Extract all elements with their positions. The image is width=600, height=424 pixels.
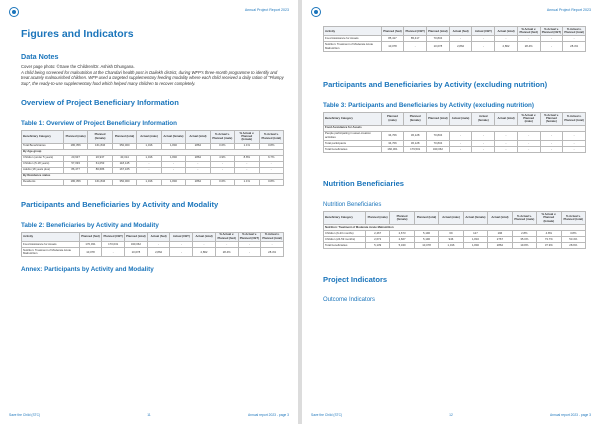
table-cell: - xyxy=(540,36,563,42)
table-cell: 1,846 xyxy=(161,155,185,161)
nutrition-subheading: Nutrition Beneficiaries xyxy=(323,202,382,209)
table-cell: 1.1% xyxy=(235,179,259,185)
column-header: Planned (total) xyxy=(112,130,136,143)
table-cell: 1,016 xyxy=(137,179,161,185)
table-cell: - xyxy=(563,147,586,153)
column-header: % Actual v. Planned (fwd) xyxy=(517,27,540,36)
table-cell: 2,862 xyxy=(193,248,216,257)
row-label: Food Assistance for Assets xyxy=(324,36,382,42)
cover-caption: Cover page photo: ©Save the Children/Dr. Ashish Dhungana. xyxy=(21,64,135,69)
table-row xyxy=(324,242,586,248)
column-header: % Actual v. Planned (CBT) xyxy=(239,232,260,240)
right-page xyxy=(302,0,600,424)
table-cell: 28.4% xyxy=(215,248,238,257)
column-header: Actual (female) xyxy=(161,130,185,143)
table-cell: 2,673 xyxy=(390,230,414,236)
table-cell: - xyxy=(449,147,472,153)
right-content xyxy=(323,26,586,303)
table-cell: - xyxy=(472,36,495,42)
row-label: Total beneficiaries xyxy=(324,242,366,248)
table-cell: - xyxy=(193,242,216,248)
table-cell: 20,937 xyxy=(63,155,87,161)
table-cell: 2,672 xyxy=(365,236,389,242)
table-cell: - xyxy=(472,131,495,140)
column-header: % Actual v. Planned (female) xyxy=(540,112,563,125)
table-cell: - xyxy=(235,161,259,167)
column-header: Actual (female) xyxy=(463,212,487,225)
column-header: Actual (male) xyxy=(449,112,472,125)
table-cell: 34,706 xyxy=(381,131,404,140)
header-title: Annual Project Report 2023 xyxy=(546,8,591,12)
table-cell: - xyxy=(186,161,210,167)
page-header xyxy=(311,7,591,19)
table-cell: 340,062 xyxy=(125,242,148,248)
un-emblem-icon xyxy=(311,7,321,17)
table-cell: - xyxy=(540,131,563,140)
table-cell: - xyxy=(517,147,540,153)
table-cell: - xyxy=(563,131,586,140)
table1 xyxy=(21,130,284,186)
data-notes-heading: Data Notes xyxy=(21,52,59,61)
table-cell: 161,846 xyxy=(88,143,112,149)
table-cell: - xyxy=(472,42,495,51)
row-label: Total participants xyxy=(324,141,382,147)
column-header: Activity xyxy=(324,27,382,36)
row-label: Adults (18 years plus) xyxy=(22,167,64,173)
column-header: % Actual v. Planned (fwd) xyxy=(215,232,238,241)
table-cell: 179,501 xyxy=(404,147,427,153)
table-cell: 118,145 xyxy=(112,161,136,167)
table-cell: 6.7% xyxy=(259,155,283,161)
row-label: Residents xyxy=(22,179,64,185)
table-cell: - xyxy=(517,36,540,42)
column-header: % Actual v. Planned (total) xyxy=(259,130,283,143)
table4 xyxy=(323,211,586,249)
participants-heading: Participants and Beneficiaries by Activity and Modality xyxy=(21,199,219,209)
table-cell: - xyxy=(449,131,472,140)
table-cell: - xyxy=(161,161,185,167)
footer-left: Save the Child (STC) xyxy=(311,413,343,417)
table-cell: - xyxy=(186,167,210,173)
table-cell: - xyxy=(517,131,540,140)
table-row xyxy=(324,42,586,51)
table-cell: 10,078 xyxy=(79,248,102,257)
table-cell: 350,000 xyxy=(112,179,136,185)
table-cell: - xyxy=(449,141,472,147)
table2-title: Table 2: Beneficiaries by Activity and Modality xyxy=(21,221,159,229)
column-header: Activity xyxy=(22,232,80,241)
table3 xyxy=(323,112,586,153)
table-cell: 10,078 xyxy=(125,248,148,257)
table-cell: 37.9% xyxy=(537,242,561,248)
table-cell: - xyxy=(161,167,185,173)
column-header: Actual (total) xyxy=(488,212,512,225)
column-header: Actual (male) xyxy=(439,212,463,225)
table-cell: 20,937 xyxy=(88,155,112,161)
column-header: Planned (male) xyxy=(365,212,389,225)
table-cell: 36,128 xyxy=(404,141,427,147)
table-row xyxy=(324,131,586,140)
table-cell: 170,031 xyxy=(79,242,102,248)
un-emblem-icon xyxy=(9,7,19,17)
table-cell: 160,301 xyxy=(381,147,404,153)
table-cell: 1.1% xyxy=(235,143,259,149)
table-cell: 35.0% xyxy=(512,236,536,242)
left-content xyxy=(21,22,284,273)
row-label: Total Beneficiaries xyxy=(22,143,64,149)
column-header: Planned (total) xyxy=(427,27,450,36)
column-header: Beneficiary Category xyxy=(22,130,64,143)
table-cell: 53.4% xyxy=(561,236,585,242)
table-cell: 2.8% xyxy=(512,230,536,236)
table-cell: - xyxy=(517,141,540,147)
column-header: Planned (CBT) xyxy=(404,27,427,36)
column-header: Planned (male) xyxy=(381,112,404,125)
column-header: Planned (total) xyxy=(427,112,450,125)
table-cell: 34,706 xyxy=(381,141,404,147)
column-header: Actual (fwd) xyxy=(147,232,170,241)
table-cell: 85,417 xyxy=(404,36,427,42)
table-cell: 0.8% xyxy=(259,143,283,149)
table-cell: - xyxy=(540,42,563,51)
section-label: By Residence status xyxy=(22,173,284,179)
table-cell: - xyxy=(235,167,259,173)
table-cell: 4.9% xyxy=(210,155,234,161)
table-cell: - xyxy=(563,36,586,42)
column-header: % Actual v. Planned (total) xyxy=(564,26,584,35)
column-header: Planned (female) xyxy=(88,130,112,143)
left-page xyxy=(0,0,298,424)
table-cell: 167,165 xyxy=(112,167,136,173)
column-header: Beneficiary Category xyxy=(324,112,382,125)
column-header: % Actual v. Planned (total) xyxy=(561,212,585,225)
table-cell: - xyxy=(102,248,125,257)
page-title: Figures and Indicators xyxy=(21,28,134,40)
table-cell: 2862 xyxy=(186,143,210,149)
table-cell: 4.8% xyxy=(537,230,561,236)
table-cell: 1,846 xyxy=(463,242,487,248)
table-cell: 40,314 xyxy=(112,155,136,161)
table-cell: - xyxy=(170,242,193,248)
page-footer xyxy=(311,413,591,419)
table-cell: 2,467 xyxy=(365,230,389,236)
table-cell: - xyxy=(261,242,284,248)
table-cell: 2,862 xyxy=(147,248,170,257)
overview-heading: Overview of Project Beneficiary Information xyxy=(21,97,179,107)
footer-right: Annual report 2023 - page 3 xyxy=(549,413,591,417)
table-cell: 2862 xyxy=(488,242,512,248)
column-header: Actual (total) xyxy=(193,232,216,241)
table-cell: 2,862 xyxy=(449,42,472,51)
table-cell: 86,477 xyxy=(63,167,87,173)
table-cell: 2767 xyxy=(488,236,512,242)
annex-table xyxy=(323,26,586,52)
table-cell: 73.7% xyxy=(537,236,561,242)
table-cell: - xyxy=(495,131,518,140)
annex-heading: Annex: Participants by Activity and Modality xyxy=(21,266,154,274)
table-cell: - xyxy=(563,141,586,147)
column-header: Actual (male) xyxy=(137,130,161,143)
table-cell: 1,816 xyxy=(463,236,487,242)
table-cell: 10,078 xyxy=(381,42,404,51)
table-cell: 5,340 xyxy=(390,242,414,248)
table-cell: 1,016 xyxy=(137,155,161,161)
table-header-row xyxy=(324,27,586,36)
column-header: Actual (total) xyxy=(495,27,518,36)
table-header-row xyxy=(324,212,586,225)
table-cell: 0.6% xyxy=(210,179,234,185)
table-cell: 10,078 xyxy=(414,242,438,248)
column-header: Actual (CBT) xyxy=(170,232,193,241)
table-cell: - xyxy=(540,141,563,147)
table-cell: 8.8% xyxy=(235,155,259,161)
row-label: Children (5-18 years) xyxy=(22,161,64,167)
column-header: % Actual v. Planned (male) xyxy=(512,212,536,225)
table-header-row xyxy=(324,112,586,125)
table-cell: 3.8% xyxy=(561,230,585,236)
table-cell: - xyxy=(495,36,518,42)
table-cell: 180,356 xyxy=(63,143,87,149)
column-header: Planned (male) xyxy=(63,130,87,143)
table-cell: - xyxy=(238,242,261,248)
column-header: Actual (total) xyxy=(495,112,518,125)
table-cell: 85,417 xyxy=(381,36,404,42)
table-cell: - xyxy=(472,147,495,153)
table-cell: 36,128 xyxy=(404,131,427,140)
table-cell: 170,031 xyxy=(102,242,125,248)
row-label: People participating in asset-creation activities xyxy=(324,131,382,140)
table-cell: - xyxy=(215,242,238,248)
table-row xyxy=(22,179,284,185)
nutrition-heading: Nutrition Beneficiaries xyxy=(323,179,405,189)
table-cell: - xyxy=(137,161,161,167)
column-header: Planned (fwd) xyxy=(79,232,102,241)
table-cell: 350,000 xyxy=(112,143,136,149)
table-cell: 0.6% xyxy=(210,143,234,149)
row-label: Total beneficiaries xyxy=(324,147,382,153)
row-label: Children (6-23 months) xyxy=(324,230,366,236)
column-header: Actual (CBT) xyxy=(472,27,495,36)
footer-page-number: 11 xyxy=(147,413,151,417)
table-cell: 57,093 xyxy=(63,161,87,167)
column-header: % Actual v. Planned (male) xyxy=(210,130,234,143)
table-cell: 70,834 xyxy=(427,141,450,147)
table-cell: - xyxy=(404,42,427,51)
footer-left: Save the Child (STC) xyxy=(9,413,41,417)
table-cell: 127 xyxy=(463,230,487,236)
table-cell: 0.8% xyxy=(259,179,283,185)
table-cell: 5,139 xyxy=(365,242,389,248)
column-header: Actual (fwd) xyxy=(449,27,472,36)
table-cell: 86,686 xyxy=(88,167,112,173)
row-label: Children (24-59 months) xyxy=(324,236,366,242)
table-cell: - xyxy=(495,141,518,147)
table-cell: - xyxy=(210,161,234,167)
table-cell: 1,016 xyxy=(137,143,161,149)
table-cell: 2862 xyxy=(186,179,210,185)
section-label: By Age-group xyxy=(22,149,284,155)
table-cell: 196 xyxy=(488,230,512,236)
photo-description: A child being screened for malnutrition at the Chandari health post in Dailekh district, during WFP's three-month programme to identify and treat acutely malnourished children. WFP used a targeted supplementary feeding modality where each child received a daily ration of "Plumpy Sup", the ready-to-use supplementary food which helped many children to recover completely. xyxy=(21,70,284,86)
row-label: Food Assistance for Assets xyxy=(22,242,80,248)
table-cell: 19.8% xyxy=(512,242,536,248)
table-cell: 340,062 xyxy=(427,147,450,153)
table-cell: - xyxy=(472,141,495,147)
table-cell: 70,834 xyxy=(427,36,450,42)
header-title: Annual Project Report 2023 xyxy=(244,8,289,12)
table-row xyxy=(22,248,284,257)
project-indicators-heading: Project Indicators xyxy=(323,274,388,284)
table-cell: 180,356 xyxy=(63,179,87,185)
column-header: Planned (total) xyxy=(414,212,438,225)
table-cell: - xyxy=(495,147,518,153)
outcome-indicators-heading: Outcome Indicators xyxy=(323,296,376,303)
table-cell: 161,846 xyxy=(88,179,112,185)
column-header: Planned (total) xyxy=(125,232,148,241)
table-cell: 28.4% xyxy=(517,42,540,51)
column-header: Planned (CBT) xyxy=(102,232,125,241)
table-cell: 10,078 xyxy=(427,42,450,51)
table3-title: Table 3: Participants and Beneficiaries by Activity (excluding nutrition) xyxy=(323,101,534,109)
column-header: % Actual v. Planned (female) xyxy=(235,130,259,143)
column-header: Actual (female) xyxy=(472,112,495,125)
table-cell: - xyxy=(540,147,563,153)
table-cell: 1,846 xyxy=(161,143,185,149)
page-footer xyxy=(9,413,289,419)
table-cell: - xyxy=(259,167,283,173)
row-label: Children (under 5 years) xyxy=(22,155,64,161)
column-header: Beneficiary Category xyxy=(324,212,366,225)
footer-right: Annual report 2023 - page 3 xyxy=(247,413,289,417)
section-label: Nutrition: Treatment of Moderate Acute Malnutrition xyxy=(324,224,586,230)
column-header: Planned (fwd) xyxy=(381,27,404,36)
column-header: % Actual v. Planned (total) xyxy=(563,112,586,125)
column-header: % Actual v. Planned (male) xyxy=(517,112,540,125)
table-cell: 1,016 xyxy=(439,242,463,248)
column-header: % Actual v. Planned (total) xyxy=(262,232,282,240)
table-cell: - xyxy=(238,248,261,257)
participants-excl-heading: Participants and Beneficiaries by Activity (excluding nutrition) xyxy=(323,79,548,89)
table-header-row xyxy=(22,232,284,241)
table-cell: 2,862 xyxy=(495,42,518,51)
table-cell: 69 xyxy=(439,230,463,236)
table-cell: 70,834 xyxy=(427,131,450,140)
table-cell: 946 xyxy=(439,236,463,242)
row-label: Nutrition: Treatment of Moderate Acute Malnutrition xyxy=(22,248,80,257)
table-cell: 1,846 xyxy=(161,179,185,185)
table-cell: - xyxy=(137,167,161,173)
page-header xyxy=(9,7,289,19)
table-cell: - xyxy=(147,242,170,248)
column-header: Planned (female) xyxy=(390,212,414,225)
section-label: Food Assistance for Assets xyxy=(324,125,586,131)
table2 xyxy=(21,232,284,258)
table-cell: 2862 xyxy=(186,155,210,161)
table-cell: - xyxy=(259,161,283,167)
table-cell: - xyxy=(210,167,234,173)
table-cell: 61,053 xyxy=(88,161,112,167)
table-cell: 28.9% xyxy=(561,242,585,248)
column-header: % Actual v. Planned (CBT) xyxy=(541,26,562,35)
table-cell: - xyxy=(170,248,193,257)
table-cell: 28.4% xyxy=(261,248,284,257)
column-header: % Actual v. Planned (female) xyxy=(537,212,561,225)
table-header-row xyxy=(22,130,284,143)
column-header: Planned (female) xyxy=(404,112,427,125)
table-cell: 5,190 xyxy=(414,230,438,236)
table-cell: 28.4% xyxy=(563,42,586,51)
table-cell: 2,667 xyxy=(390,236,414,242)
footer-page-number: 12 xyxy=(449,413,453,417)
column-header: Actual (total) xyxy=(186,130,210,143)
table-cell: - xyxy=(449,36,472,42)
row-label: Nutrition: Treatment of Moderate Acute Malnutrition xyxy=(324,42,382,51)
table-row xyxy=(324,147,586,153)
table-cell: 5,190 xyxy=(414,236,438,242)
table1-title: Table 1: Overview of Project Beneficiary Information xyxy=(21,119,177,127)
